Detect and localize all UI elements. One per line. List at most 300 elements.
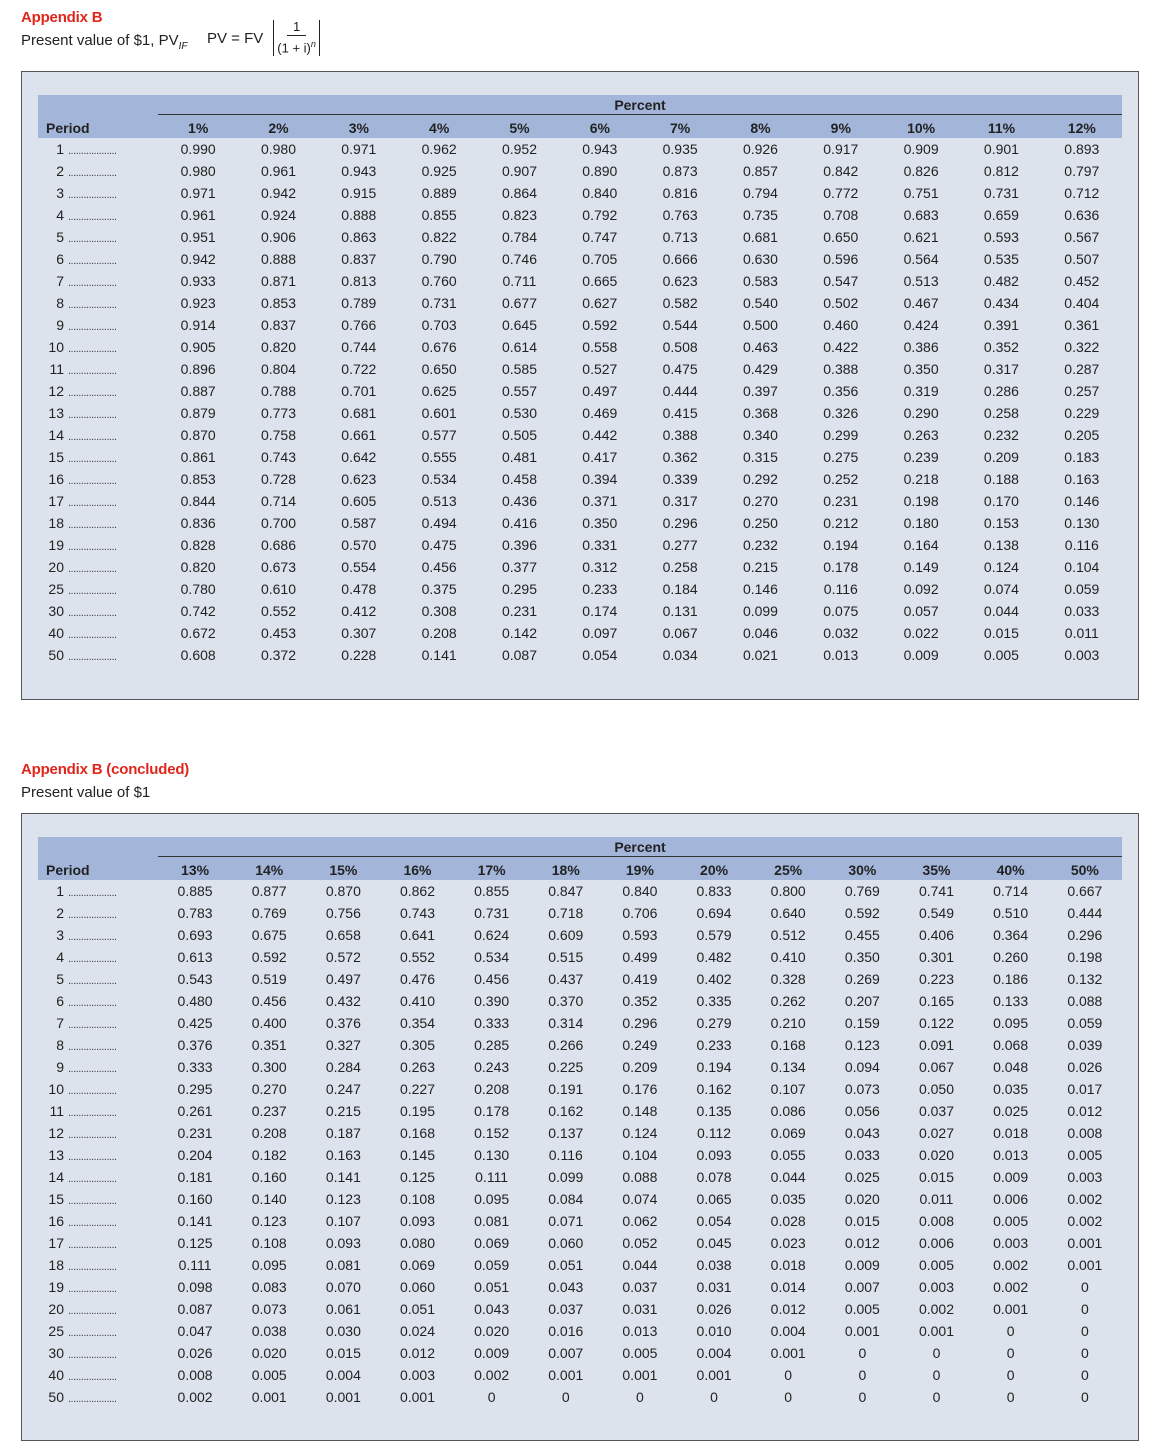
value-cell: 0.290: [903, 405, 939, 421]
value-cell: 0.104: [1064, 559, 1100, 575]
value-cell: 0.444: [1067, 905, 1103, 921]
value-cell: 0.005: [844, 1301, 880, 1317]
period-cell: [38, 968, 158, 990]
period-number: 30: [48, 1345, 64, 1361]
value-cell: 0.861: [180, 449, 216, 465]
column-header: 9%: [830, 119, 851, 136]
value-cell: 0.609: [548, 927, 584, 943]
value-cell: 0.708: [823, 207, 859, 223]
value-cell: 0.328: [770, 971, 806, 987]
value-cell: 0.376: [177, 1037, 213, 1053]
value-cell: 0.074: [983, 581, 1019, 597]
value-cell: 0.847: [548, 883, 584, 899]
value-cell: 0.460: [823, 317, 859, 333]
leader-dots: ...................: [68, 1195, 117, 1207]
value-cell: 0.711: [502, 273, 537, 289]
value-cell: 0.784: [501, 229, 537, 245]
value-cell: 0.354: [399, 1015, 436, 1031]
value-cell: 0.182: [251, 1147, 287, 1163]
value-cell: 0.296: [662, 515, 698, 531]
value-cell: 0.301: [918, 949, 954, 965]
value-cell: 0.015: [325, 1345, 361, 1361]
value-cell: 0.108: [251, 1235, 287, 1251]
value-cell: 0.252: [823, 471, 859, 487]
value-cell: 0.073: [251, 1301, 287, 1317]
value-cell: 0.024: [399, 1323, 436, 1339]
value-cell: 0.012: [844, 1235, 880, 1251]
value-cell: 0.925: [421, 163, 457, 179]
period-number: 30: [48, 603, 64, 619]
leader-dots: ...................: [68, 629, 117, 641]
value-cell: 0.478: [341, 581, 377, 597]
value-cell: 0.092: [903, 581, 939, 597]
value-cell: 0.005: [993, 1213, 1029, 1229]
value-cell: 0.307: [341, 625, 377, 641]
value-cell: 0.437: [548, 971, 584, 987]
value-cell: 0.014: [770, 1279, 806, 1295]
period-number: 5: [56, 229, 64, 245]
value-cell: 0.004: [325, 1367, 361, 1383]
value-cell: 0.497: [582, 383, 618, 399]
value-cell: 0.005: [1067, 1147, 1103, 1163]
leader-dots: ...................: [68, 563, 117, 575]
value-cell: 0.032: [823, 625, 859, 641]
leader-dots: ...................: [68, 299, 117, 311]
column-header: 18%: [551, 861, 580, 878]
value-cell: 0.952: [501, 141, 537, 157]
value-cell: 0.061: [325, 1301, 361, 1317]
pv-table-1: [38, 95, 1122, 666]
value-cell: 0.614: [501, 339, 537, 355]
leader-dots: ...................: [68, 1371, 117, 1383]
table-row: [38, 1166, 1122, 1188]
period-number: 6: [56, 993, 64, 1009]
table-row: [38, 358, 1122, 380]
value-cell: 0.608: [180, 647, 216, 663]
value-cell: 0.507: [1064, 251, 1100, 267]
percent-header-row: [38, 95, 1122, 117]
value-cell: 0.184: [662, 581, 698, 597]
period-cell: [38, 880, 158, 902]
value-cell: 0.043: [548, 1279, 584, 1295]
period-cell: [38, 1276, 158, 1298]
value-cell: 0.168: [770, 1037, 806, 1053]
value-cell: 0.261: [177, 1103, 213, 1119]
period-number: 14: [48, 1169, 64, 1185]
value-cell: 0.009: [844, 1257, 880, 1273]
value-cell: 0.319: [903, 383, 939, 399]
period-number: 12: [48, 1125, 64, 1141]
value-cell: 0.352: [983, 339, 1019, 355]
value-cell: 0.030: [325, 1323, 361, 1339]
table-row: [38, 1364, 1122, 1386]
value-cell: 0.178: [474, 1103, 510, 1119]
value-cell: 0.015: [983, 625, 1019, 641]
value-cell: 0.002: [993, 1279, 1029, 1295]
value-cell: 0.728: [260, 471, 297, 487]
value-cell: 0.038: [251, 1323, 287, 1339]
value-cell: 0.352: [622, 993, 658, 1009]
leader-dots: ...................: [68, 211, 117, 223]
value-cell: 0.714: [993, 883, 1029, 899]
value-cell: 0.456: [251, 993, 287, 1009]
value-cell: 0.001: [993, 1301, 1029, 1317]
table-row: [38, 160, 1122, 182]
value-cell: 0.073: [844, 1081, 880, 1097]
value-cell: 0.340: [742, 427, 778, 443]
value-cell: 0.026: [177, 1345, 213, 1361]
value-cell: 0.059: [1064, 581, 1100, 597]
value-cell: 0.016: [548, 1323, 584, 1339]
value-cell: 0.368: [742, 405, 778, 421]
value-cell: 0.783: [177, 905, 213, 921]
value-cell: 0.388: [662, 427, 698, 443]
value-cell: 0.084: [548, 1191, 584, 1207]
value-cell: 0.011: [1064, 625, 1099, 641]
leader-dots: ...................: [68, 189, 117, 201]
value-cell: 0.087: [501, 647, 537, 663]
value-cell: 0.621: [903, 229, 939, 245]
value-cell: 0.870: [180, 427, 216, 443]
column-header: 7%: [670, 119, 691, 136]
value-cell: 0.907: [501, 163, 537, 179]
value-cell: 0.170: [983, 493, 1019, 509]
value-cell: 0.188: [983, 471, 1019, 487]
value-cell: 0.961: [180, 207, 216, 223]
value-cell: 0.508: [662, 339, 698, 355]
value-cell: 0.037: [622, 1279, 658, 1295]
value-cell: 0.322: [1064, 339, 1100, 355]
value-cell: 0.735: [742, 207, 778, 223]
value-cell: 0.130: [474, 1147, 510, 1163]
value-cell: 0.624: [474, 927, 510, 943]
value-cell: 0.284: [325, 1059, 361, 1075]
table-row: [38, 578, 1122, 600]
value-cell: 0.013: [622, 1323, 658, 1339]
value-cell: 0.456: [421, 559, 457, 575]
period-cell: [38, 1188, 158, 1210]
value-cell: 0: [1006, 1367, 1015, 1383]
value-cell: 0.081: [325, 1257, 361, 1273]
value-cell: 0.743: [399, 905, 436, 921]
value-cell: 0.215: [325, 1103, 361, 1119]
value-cell: 0: [1080, 1367, 1089, 1383]
value-cell: 0.231: [177, 1125, 213, 1141]
period-cell: [38, 946, 158, 968]
value-cell: 0.642: [341, 449, 377, 465]
period-cell: [38, 1364, 158, 1386]
value-cell: 0: [710, 1389, 718, 1405]
period-header: Period: [46, 861, 90, 878]
value-cell: 0.879: [180, 405, 216, 421]
table-row: [38, 968, 1122, 990]
value-cell: 0.530: [501, 405, 537, 421]
value-cell: 0.088: [622, 1169, 658, 1185]
value-cell: 0.060: [548, 1235, 584, 1251]
value-cell: 0.605: [341, 493, 377, 509]
period-cell: [38, 138, 158, 160]
value-cell: 0.009: [993, 1169, 1029, 1185]
value-cell: 0.667: [1067, 883, 1103, 899]
value-cell: 0.001: [696, 1367, 732, 1383]
value-cell: 0.022: [903, 625, 939, 641]
value-cell: 0.746: [501, 251, 537, 267]
value-cell: 0.924: [260, 207, 297, 223]
value-cell: 0.069: [474, 1235, 510, 1251]
value-cell: 0.404: [1064, 295, 1100, 311]
period-number: 14: [48, 427, 64, 443]
leader-dots: ...................: [68, 997, 117, 1009]
value-cell: 0.592: [251, 949, 287, 965]
value-cell: 0.731: [421, 295, 457, 311]
value-cell: 0.837: [260, 317, 297, 333]
period-number: 16: [48, 471, 64, 487]
leader-dots: ...................: [68, 1327, 117, 1339]
value-cell: 0.826: [903, 163, 939, 179]
value-cell: 0.527: [582, 361, 618, 377]
value-cell: 0.906: [260, 229, 297, 245]
value-cell: 0.163: [325, 1147, 361, 1163]
period-number: 18: [48, 515, 64, 531]
value-cell: 0.059: [1067, 1015, 1103, 1031]
value-cell: 0.069: [770, 1125, 806, 1141]
value-cell: 0.028: [770, 1213, 806, 1229]
leader-dots: ...................: [68, 409, 117, 421]
table-row: [38, 424, 1122, 446]
value-cell: 0.039: [1067, 1037, 1103, 1053]
value-cell: 0.681: [742, 229, 778, 245]
value-cell: 0.475: [421, 537, 457, 553]
value-cell: 0.146: [1064, 493, 1100, 509]
value-cell: 0.099: [742, 603, 778, 619]
period-number: 7: [56, 1015, 64, 1031]
value-cell: 0: [1006, 1345, 1015, 1361]
value-cell: 0.549: [918, 905, 954, 921]
value-cell: 0.160: [177, 1191, 213, 1207]
value-cell: 0.513: [421, 493, 457, 509]
period-cell: [38, 1100, 158, 1122]
value-cell: 0.971: [341, 141, 377, 157]
percent-header: [158, 95, 1122, 117]
value-cell: 0.391: [983, 317, 1019, 333]
table-row: [38, 1386, 1122, 1408]
value-cell: 0.123: [251, 1213, 287, 1229]
value-cell: 0: [1080, 1279, 1089, 1295]
value-cell: 0.107: [770, 1081, 806, 1097]
value-cell: 0.001: [399, 1389, 436, 1405]
value-cell: 0.570: [341, 537, 377, 553]
period-number: 17: [48, 493, 64, 509]
value-cell: 0.017: [1067, 1081, 1103, 1097]
value-cell: 0.176: [622, 1081, 658, 1097]
table-row: [38, 1100, 1122, 1122]
value-cell: 0.035: [993, 1081, 1029, 1097]
period-cell: [38, 1320, 158, 1342]
percent-header-row: [38, 837, 1122, 859]
leader-dots: ...................: [68, 1393, 117, 1405]
value-cell: 0.585: [501, 361, 537, 377]
value-cell: 0.705: [582, 251, 618, 267]
value-cell: 0.453: [260, 625, 297, 641]
value-cell: 0.011: [919, 1191, 954, 1207]
value-cell: 0.122: [918, 1015, 954, 1031]
period-number: 19: [48, 537, 64, 553]
value-cell: 0.237: [251, 1103, 287, 1119]
leader-dots: ...................: [68, 1063, 117, 1075]
value-cell: 0.207: [844, 993, 880, 1009]
percent-header: [158, 837, 1122, 859]
value-cell: 0.034: [662, 647, 698, 663]
value-cell: 0.840: [582, 185, 618, 201]
period-number: 10: [48, 1081, 64, 1097]
value-cell: 0.552: [399, 949, 436, 965]
value-cell: 0.141: [325, 1169, 361, 1185]
value-cell: 0.002: [177, 1389, 213, 1405]
value-cell: 0.397: [742, 383, 778, 399]
leader-dots: ...................: [68, 1173, 117, 1185]
column-header: 50%: [1070, 861, 1099, 878]
value-cell: 0.469: [582, 405, 618, 421]
value-cell: 0.111: [475, 1169, 509, 1185]
value-cell: 0.579: [696, 927, 732, 943]
leader-dots: ...................: [68, 541, 117, 553]
value-cell: 0.442: [582, 427, 618, 443]
table-row: [38, 314, 1122, 336]
value-cell: 0.159: [844, 1015, 880, 1031]
percent-header-spacer: [38, 837, 158, 859]
value-cell: 0.043: [844, 1125, 880, 1141]
value-cell: 0.116: [823, 581, 858, 597]
leader-dots: ...................: [68, 519, 117, 531]
period-number: 18: [48, 1257, 64, 1273]
value-cell: 0.712: [1064, 185, 1100, 201]
value-cell: 0.840: [622, 883, 658, 899]
value-cell: 0.069: [399, 1257, 436, 1273]
value-cell: 0.001: [1067, 1235, 1103, 1251]
value-cell: 0.025: [993, 1103, 1029, 1119]
value-cell: 0.133: [993, 993, 1029, 1009]
value-cell: 0.270: [742, 493, 778, 509]
leader-dots: ...................: [68, 387, 117, 399]
value-cell: 0.482: [696, 949, 732, 965]
value-cell: 0.081: [474, 1213, 510, 1229]
section1-subtitle-main: Present value of $1, PV: [21, 32, 179, 49]
value-cell: 0.060: [399, 1279, 436, 1295]
value-cell: 0.836: [180, 515, 216, 531]
value-cell: 0.317: [983, 361, 1019, 377]
value-cell: 0.198: [1067, 949, 1103, 965]
value-cell: 0.596: [823, 251, 859, 267]
value-cell: 0.650: [823, 229, 859, 245]
value-cell: 0.295: [177, 1081, 213, 1097]
period-number: 3: [56, 927, 64, 943]
value-cell: 0.587: [341, 515, 377, 531]
value-cell: 0.135: [696, 1103, 732, 1119]
column-header: 14%: [255, 861, 284, 878]
value-cell: 0.980: [260, 141, 297, 157]
value-cell: 0.270: [251, 1081, 287, 1097]
value-cell: 0.195: [399, 1103, 436, 1119]
column-header: 11%: [987, 119, 1016, 136]
value-cell: 0.661: [341, 427, 377, 443]
value-cell: 0.080: [399, 1235, 436, 1251]
value-cell: 0.582: [662, 295, 698, 311]
period-cell: [38, 512, 158, 534]
value-cell: 0: [784, 1389, 793, 1405]
value-cell: 0.747: [582, 229, 618, 245]
table-row: [38, 1342, 1122, 1364]
table-row: [38, 1254, 1122, 1276]
percent-rule: [158, 856, 1122, 857]
value-cell: 0.300: [251, 1059, 287, 1075]
value-cell: 0.760: [421, 273, 457, 289]
period-number: 13: [48, 1147, 64, 1163]
leader-dots: ...................: [68, 651, 117, 663]
formula-denominator: [277, 36, 316, 56]
value-cell: 0.002: [1067, 1213, 1103, 1229]
column-header: 16%: [403, 861, 432, 878]
value-cell: 0.215: [742, 559, 778, 575]
value-cell: 0.250: [742, 515, 778, 531]
period-cell: [38, 1232, 158, 1254]
period-cell: [38, 1144, 158, 1166]
period-number: 6: [56, 251, 64, 267]
value-cell: 0.613: [177, 949, 213, 965]
table-row: [38, 468, 1122, 490]
period-cell: [38, 270, 158, 292]
value-cell: 0.001: [1067, 1257, 1103, 1273]
period-number: 12: [48, 383, 64, 399]
value-cell: 0.706: [622, 905, 658, 921]
leader-dots: ...................: [68, 497, 117, 509]
value-cell: 0.415: [662, 405, 698, 421]
table-row: [38, 990, 1122, 1012]
value-cell: 0: [1080, 1323, 1089, 1339]
period-number: 5: [56, 971, 64, 987]
value-cell: 0.287: [1064, 361, 1100, 377]
period-cell: [38, 402, 158, 424]
value-cell: 0.006: [993, 1191, 1029, 1207]
value-cell: 0.037: [548, 1301, 584, 1317]
column-header: 15%: [329, 861, 358, 878]
value-cell: 0.052: [622, 1235, 658, 1251]
value-cell: 0.564: [903, 251, 939, 267]
value-cell: 0.640: [770, 905, 806, 921]
formula-exponent: n: [310, 39, 316, 50]
value-cell: 0.889: [421, 185, 457, 201]
period-cell: [38, 314, 158, 336]
value-cell: 0.673: [260, 559, 297, 575]
value-cell: 0.006: [918, 1235, 954, 1251]
table-row: [38, 204, 1122, 226]
value-cell: 0.091: [918, 1037, 954, 1053]
value-cell: 0.020: [918, 1147, 954, 1163]
value-cell: 0.210: [770, 1015, 806, 1031]
pv-formula: [207, 20, 320, 56]
period-number: 2: [56, 163, 64, 179]
value-cell: 0: [487, 1389, 496, 1405]
leader-dots: ...................: [68, 1283, 117, 1295]
value-cell: 0.923: [180, 295, 216, 311]
value-cell: 0.141: [177, 1213, 213, 1229]
value-cell: 0.350: [844, 949, 880, 965]
value-cell: 0.429: [742, 361, 778, 377]
value-cell: 0.480: [177, 993, 213, 1009]
value-cell: 0.887: [180, 383, 216, 399]
table-row: [38, 226, 1122, 248]
period-number: 20: [48, 1301, 64, 1317]
value-cell: 0.951: [180, 229, 216, 245]
